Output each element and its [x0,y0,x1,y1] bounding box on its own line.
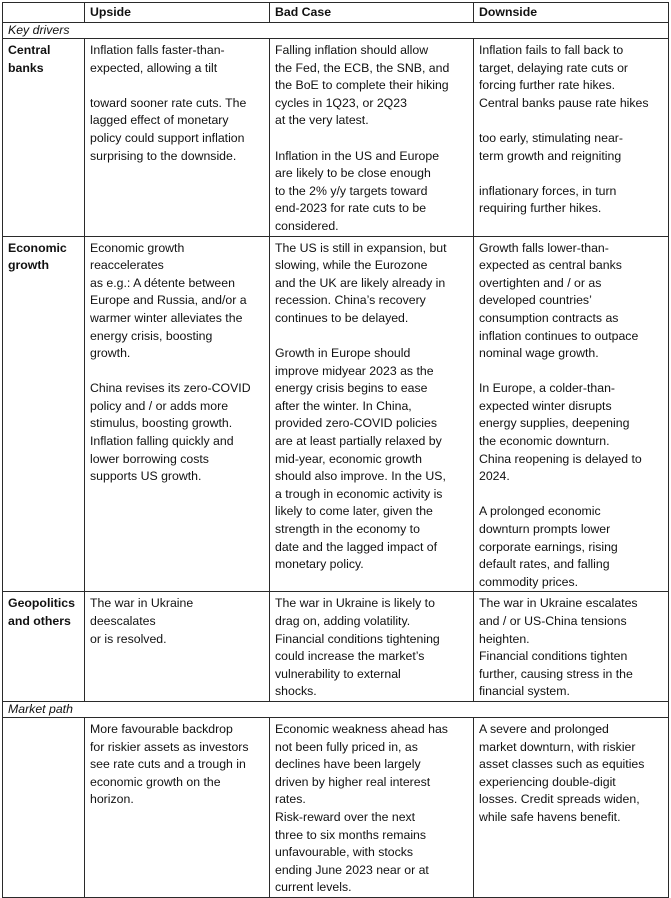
paragraph: Economic weakness ahead has not been fully priced in, as declines have been largely driven by higher real interest rates. Risk-reward over the next three to six months remains unfavourable, with stocks ending June 2023 near or at current levels. [275,721,448,895]
paragraph: The war in Ukraine is likely to drag on, adding volatility. Financial conditions tightening could increase the market’s vulnerability to external shocks. [275,596,440,699]
paragraph: Inflation fails to fall back to target, delaying rate cuts or forcing further rate hikes. Central banks pause rate hikes [479,43,649,110]
paragraph: Growth falls lower-than- expected as central banks overtighten and / or as developed countries’ consumption contracts as inflation continues to outpace nominal wage growth. [479,240,639,361]
row-central-banks [3,39,669,237]
cell-central-banks-downside [474,39,669,237]
row-label-central-banks [3,39,85,237]
section-key-drivers: Key drivers [3,23,669,39]
paragraph: The war in Ukraine deescalates or is resolved. [90,596,194,646]
paragraph: Inflation falls faster-than- expected, allowing a tilt [90,43,225,75]
row-label-text: Central banks [8,43,51,75]
paragraph: More favourable backdrop for riskier assets as investors see rate cuts and a trough in economic growth on the horizon. [90,721,249,807]
cell-central-banks-upside [85,39,270,237]
section-row-market-path [3,701,669,717]
row-label-text: Geopolitics and others [8,596,75,628]
paragraph: The US is still in expansion, but slowing, while the Eurozone and the UK are likely already in recession. China’s recovery continues to be delayed. [275,240,447,325]
paragraph: A prolonged economic downturn prompts lower corporate earnings, rising default rates, and falling commodity prices. [479,504,618,589]
paragraph: Growth in Europe should improve midyear 2023 as the energy crisis begins to ease after the winter. In China, provided zero-COVID policies are at least partially relaxed by mid-year, economic growth should also improve. In the US, a trough in economic activity is likely to come later, given the strength in the economy to date and the lagged impact of monetary policy. [275,346,446,572]
row-label-geopolitics [3,592,85,702]
paragraph: The war in Ukraine escalates and / or US-China tensions heighten. Financial conditions tighten further, causing stress in the financial system. [479,596,638,699]
row-market-path [3,717,669,897]
cell-market-path-upside [85,717,270,897]
cell-economic-growth-upside [85,236,270,592]
section-row-key-drivers [3,23,669,39]
paragraph: too early, stimulating near- term growth and reigniting [479,130,623,163]
header-upside: Upside [85,3,270,23]
cell-market-path-bad-case [270,717,474,897]
header-bad-case: Bad Case [270,3,474,23]
paragraph: China revises its zero-COVID policy and / or adds more stimulus, boosting growth. Inflation falling quickly and lower borrowing costs supports US growth. [90,381,251,484]
paragraph: toward sooner rate cuts. The lagged effect of monetary policy could support inflation surprising to the downside. [90,95,247,163]
cell-geopolitics-downside [474,592,669,702]
paragraph: Inflation in the US and Europe are likely to be close enough to the 2% y/y targets toward end-2023 for rate cuts to be considered. [275,148,440,233]
row-label-economic-growth [3,236,85,592]
cell-economic-growth-downside [474,236,669,592]
header-empty [3,3,85,23]
cell-geopolitics-upside [85,592,270,702]
scenario-table [2,2,669,898]
paragraph: A severe and prolonged market downturn, with riskier asset classes such as equities experiencing double-digit losses. Credit spreads widen, while safe havens benefit. [479,721,645,824]
paragraph: Economic growth reaccelerates as e.g.: A détente between Europe and Russia, and/or a warmer winter alleviates the energy crisis, boosting growth. [90,240,247,361]
header-row [3,3,669,23]
row-label-text: Economic growth [8,240,67,273]
cell-market-path-downside [474,717,669,897]
cell-central-banks-bad-case [270,39,474,237]
header-downside: Downside [474,3,669,23]
paragraph: In Europe, a colder-than- expected winter disrupts energy supplies, deepening the economic downturn. China reopening is delayed to 2024. [479,381,642,484]
row-economic-growth [3,236,669,592]
row-geopolitics [3,592,669,702]
cell-economic-growth-bad-case [270,236,474,592]
section-market-path: Market path [3,701,669,717]
row-label-market-path [3,717,85,897]
cell-geopolitics-bad-case [270,592,474,702]
paragraph: inflationary forces, in turn requiring further hikes. [479,183,617,216]
paragraph: Falling inflation should allow the Fed, the ECB, the SNB, and the BoE to complete their hiking cycles in 1Q23, or 2Q23 at the very latest. [275,43,450,128]
